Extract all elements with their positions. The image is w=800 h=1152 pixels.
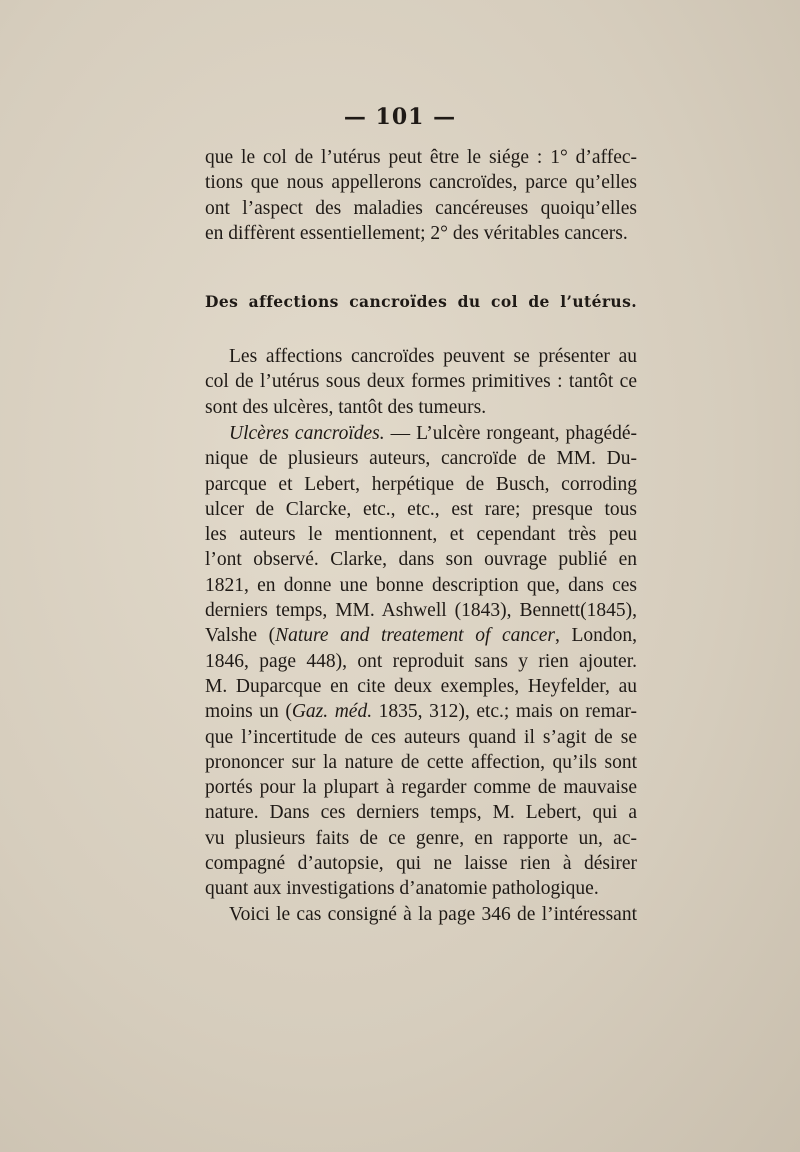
text-line: ont l’aspect des maladies cancéreuses quoiqu’elles	[205, 197, 637, 219]
italic-title: Nature and treatement of cancer	[275, 625, 555, 647]
text-line: vu plusieurs faits de ce genre, en rapporte un, ac-	[205, 827, 637, 849]
text-line: parcque et Lebert, herpétique de Busch, corroding	[205, 473, 637, 495]
text-line: ulcer de Clarcke, etc., etc., est rare; presque tous	[205, 498, 637, 520]
page-number: — 101 —	[343, 104, 457, 130]
text-line: tions que nous appellerons cancroïdes, parce qu’elles	[205, 172, 637, 194]
italic-term: Ulcères cancroïdes.	[229, 423, 385, 444]
text-line: 1846, page 448), ont reproduit sans y rien ajouter.	[205, 650, 637, 672]
text-line	[205, 699, 637, 724]
text-line: nique de plusieurs auteurs, cancroïde de MM. Du-	[205, 448, 637, 470]
italic-citation: Gaz. méd.	[291, 701, 373, 723]
text-line: sont des ulcères, tantôt des tumeurs.	[205, 396, 487, 418]
text-span: , London,	[555, 625, 637, 647]
text-line: Voici le cas consigné à la page 346 de l’intéressant	[229, 903, 637, 925]
text-line: M. Duparcque en cite deux exemples, Heyfelder, au	[205, 675, 637, 697]
text-line: les auteurs le mentionnent, et cependant très peu	[205, 524, 637, 546]
text-span: 1835, 312), etc.; mais on remar-	[372, 701, 637, 723]
text-span: — L’ulcère rongeant, phagédé-	[384, 423, 637, 444]
paragraph-ulcers	[205, 421, 637, 927]
text-line: quant aux investigations d’anatomie pathologique.	[205, 878, 599, 900]
paragraph-intro	[205, 145, 637, 246]
paragraph-forms	[205, 344, 637, 420]
text-line	[205, 421, 637, 446]
text-line: 1821, en donne une bonne description que, dans ces	[205, 574, 637, 596]
text-line: l’ont observé. Clarke, dans son ouvrage publié en	[205, 549, 637, 571]
text-span: Valshe (	[205, 625, 276, 647]
text-line: que l’incertitude de ces auteurs quand il s’agit de se	[205, 726, 637, 748]
text-line: nature. Dans ces derniers temps, M. Lebert, qui a	[205, 802, 637, 824]
text-line: que le col de l’utérus peut être le siége : 1° d’affec-	[205, 147, 637, 168]
text-line: compagné d’autopsie, qui ne laisse rien à désirer	[205, 853, 637, 875]
text-line: prononcer sur la nature de cette affection, qu’ils sont	[205, 751, 637, 773]
text-line: Les affections cancroïdes peuvent se présenter au	[229, 346, 637, 367]
text-line: portés pour la plupart à regarder comme de mauvaise	[205, 777, 637, 799]
text-line	[205, 623, 637, 648]
text-line: col de l’utérus sous deux formes primitives : tantôt ce	[205, 371, 637, 393]
text-line: derniers temps, MM. Ashwell (1843), Bennett(1845),	[205, 600, 637, 622]
text-span: moins un (	[205, 701, 292, 723]
section-heading: Des affections cancroïdes du col de l’utérus.	[205, 292, 637, 311]
text-line: en diffèrent essentiellement; 2° des véritables cancers.	[205, 222, 628, 244]
